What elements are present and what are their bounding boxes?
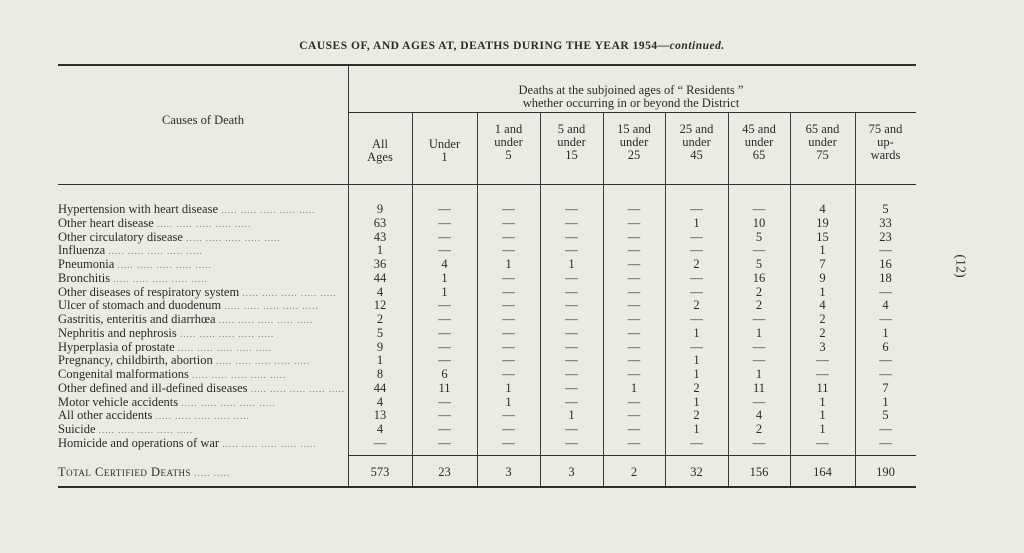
table-cell: 5 bbox=[882, 408, 889, 423]
table-cell: 9 bbox=[376, 202, 384, 216]
table-cell: 1 bbox=[819, 284, 826, 299]
table-cell: 5 bbox=[376, 325, 384, 340]
leader-dots: ..... ..... ..... ..... ..... bbox=[176, 328, 275, 339]
leader-dots: ..... ..... ..... ..... ..... bbox=[221, 301, 319, 312]
column-header-line: Under bbox=[428, 137, 461, 151]
cause-label bbox=[58, 437, 346, 451]
table-cell: 1 bbox=[376, 243, 384, 258]
total-cell: 190 bbox=[876, 465, 895, 479]
table-cell: — bbox=[627, 202, 641, 216]
table-cell: 4 bbox=[441, 257, 448, 271]
table-cell: 63 bbox=[373, 215, 387, 230]
table-cell: 1 bbox=[693, 215, 700, 230]
table-cell: — bbox=[502, 353, 515, 368]
leader-dots: ..... ..... ..... ..... ..... bbox=[182, 232, 281, 243]
leader-dots: ..... ..... ..... ..... ..... bbox=[153, 218, 252, 229]
table-cell: 1 bbox=[630, 380, 638, 395]
table-cell: — bbox=[502, 339, 515, 354]
table-cell: 1 bbox=[693, 394, 700, 409]
total-cell: 32 bbox=[690, 465, 703, 479]
table-cell: 19 bbox=[816, 215, 829, 230]
column-header-line: under bbox=[744, 135, 774, 149]
table-cell: — bbox=[879, 422, 892, 436]
table-cell: 4 bbox=[755, 408, 763, 423]
table-cell: — bbox=[627, 325, 641, 340]
table-cell: 44 bbox=[373, 380, 387, 395]
table-cell: 18 bbox=[879, 270, 892, 285]
table-cell: — bbox=[627, 339, 641, 354]
table-cell: 23 bbox=[879, 229, 892, 244]
table-cell: — bbox=[690, 435, 703, 450]
table-cell: — bbox=[752, 353, 766, 368]
table-cell: — bbox=[502, 284, 515, 299]
leader-dots: ..... ..... ..... ..... ..... bbox=[110, 273, 208, 284]
column-header bbox=[603, 123, 665, 162]
leader-dots: ..... ..... bbox=[190, 468, 230, 478]
table-cell: — bbox=[690, 284, 703, 299]
table-cell: — bbox=[502, 229, 515, 244]
table-cell: 36 bbox=[373, 257, 387, 271]
table-cell: 4 bbox=[376, 394, 384, 409]
leader-dots: ..... ..... ..... ..... ..... bbox=[105, 246, 203, 257]
table-cell: 4 bbox=[376, 422, 384, 436]
cause-text: Nephritis and nephrosis bbox=[58, 326, 177, 340]
table-cell: 4 bbox=[882, 298, 889, 313]
cause-text: Hypertension with heart disease bbox=[58, 203, 219, 216]
table-cell: 8 bbox=[376, 367, 384, 381]
column-header-line: 25 bbox=[627, 148, 641, 162]
table-cell: — bbox=[502, 215, 515, 230]
table-cell: 2 bbox=[376, 312, 384, 326]
table-cell: — bbox=[627, 298, 641, 313]
table-cell: — bbox=[438, 312, 451, 326]
cause-text: Pregnancy, childbirth, abortion bbox=[58, 354, 213, 368]
table-cell: — bbox=[438, 243, 451, 258]
rule-subheader bbox=[348, 112, 916, 113]
table-cell: — bbox=[502, 312, 515, 326]
column-header-line: 1 and bbox=[494, 122, 523, 136]
cause-text: All other accidents bbox=[58, 409, 153, 423]
leader-dots: ..... ..... ..... ..... ..... bbox=[218, 205, 316, 215]
table-cell: — bbox=[627, 312, 641, 326]
table-cell: — bbox=[879, 435, 892, 450]
table-cell: — bbox=[752, 243, 766, 258]
page-title bbox=[0, 40, 1024, 52]
table-cell: 2 bbox=[693, 408, 700, 423]
table-cell: — bbox=[690, 270, 703, 285]
cause-text: Other defined and ill-defined diseases bbox=[58, 381, 248, 395]
column-header-line: 1 bbox=[441, 150, 448, 164]
column-header-line: 5 and bbox=[557, 122, 586, 136]
leader-dots: ..... ..... ..... ..... ..... bbox=[152, 411, 250, 422]
table-cell: — bbox=[879, 312, 892, 326]
title-main: CAUSES OF, AND AGES AT, DEATHS DURING THE YEAR 1954 bbox=[299, 40, 658, 52]
table-cell: — bbox=[627, 408, 641, 423]
table-cell: — bbox=[627, 270, 641, 285]
table-cell: 2 bbox=[819, 312, 826, 326]
causes-header: Causes of Death bbox=[162, 113, 244, 127]
table-cell: — bbox=[565, 229, 578, 244]
table-cell: — bbox=[565, 435, 578, 450]
table-cell: — bbox=[565, 215, 578, 230]
total-label-text: Total Certified Deaths bbox=[58, 466, 191, 479]
table-cell: — bbox=[627, 435, 641, 450]
table-cell: 1 bbox=[441, 284, 448, 299]
table-cell: 43 bbox=[373, 229, 387, 244]
column-header bbox=[348, 138, 412, 164]
column-header bbox=[855, 123, 916, 162]
column-header-line: under bbox=[494, 135, 523, 149]
table-cell: — bbox=[752, 202, 766, 216]
table-cell: 1 bbox=[819, 422, 826, 436]
leader-dots: ..... ..... ..... ..... ..... bbox=[219, 438, 317, 449]
cause-text: Congenital malformations bbox=[58, 368, 189, 381]
table-cell: — bbox=[438, 422, 451, 436]
table-cell: 2 bbox=[693, 257, 700, 271]
cause-label bbox=[58, 299, 346, 313]
table-cell: 2 bbox=[819, 325, 826, 340]
table-cell: — bbox=[627, 367, 641, 381]
column-header-line: under bbox=[808, 135, 837, 149]
table-cell: — bbox=[565, 339, 578, 354]
cause-text: Bronchitis bbox=[58, 271, 111, 285]
table-cell: — bbox=[565, 284, 578, 299]
rule-total-top bbox=[348, 455, 916, 456]
group-header-line2: whether occurring in or beyond the District bbox=[522, 96, 740, 110]
table-cell: 16 bbox=[752, 270, 766, 285]
column-header bbox=[728, 123, 790, 162]
cause-text: Gastritis, enteritis and diarrhœa bbox=[58, 313, 216, 326]
column-header-line: 15 and bbox=[617, 122, 651, 136]
table-cell: — bbox=[438, 339, 451, 354]
table-cell: — bbox=[565, 312, 578, 326]
table-cell: — bbox=[627, 394, 641, 409]
page-number: (12) bbox=[952, 254, 968, 278]
table-cell: — bbox=[438, 408, 451, 423]
table-cell: — bbox=[690, 229, 703, 244]
table-cell: 4 bbox=[819, 202, 826, 216]
table-cell: — bbox=[373, 435, 387, 450]
column-header-line: 65 bbox=[752, 148, 766, 162]
table-cell: — bbox=[502, 243, 515, 258]
column-header-line: All bbox=[372, 137, 388, 151]
table-cell: 10 bbox=[752, 215, 766, 230]
leader-dots: ..... ..... ..... ..... ..... bbox=[239, 287, 337, 298]
table-cell: 1 bbox=[755, 367, 763, 381]
table-cell: — bbox=[565, 270, 578, 285]
cause-label bbox=[58, 203, 346, 217]
table-cell: — bbox=[690, 202, 703, 216]
cause-text: Motor vehicle accidents bbox=[58, 395, 179, 409]
table-cell: 2 bbox=[755, 284, 763, 299]
cause-text: Suicide bbox=[58, 423, 96, 436]
table-cell: — bbox=[816, 353, 829, 368]
table-cell: — bbox=[502, 422, 515, 436]
column-header-line: under bbox=[619, 135, 649, 149]
table-cell: — bbox=[752, 339, 766, 354]
column-header bbox=[412, 138, 477, 164]
column-header-line: under bbox=[682, 135, 711, 149]
table-cell: 5 bbox=[755, 257, 763, 271]
total-cell: 164 bbox=[813, 465, 832, 479]
column-header-line: 75 and bbox=[868, 122, 903, 136]
table-cell: 11 bbox=[438, 380, 451, 395]
cause-label bbox=[58, 423, 346, 437]
table-cell: — bbox=[690, 243, 703, 258]
table-cell: — bbox=[690, 339, 703, 354]
table-cell: 6 bbox=[441, 367, 448, 381]
column-header-line: 5 bbox=[505, 148, 512, 162]
table-cell: 4 bbox=[819, 298, 826, 313]
table-cell: — bbox=[438, 229, 451, 244]
table-cell: — bbox=[502, 367, 515, 381]
table-cell: — bbox=[438, 394, 451, 409]
table-cell: 3 bbox=[819, 339, 826, 354]
cause-text: Other circulatory disease bbox=[58, 230, 183, 244]
table-cell: 2 bbox=[693, 380, 700, 395]
table-cell: 11 bbox=[816, 380, 829, 395]
total-cell: 573 bbox=[370, 465, 390, 479]
table-cell: — bbox=[627, 229, 641, 244]
column-header-line: under bbox=[557, 135, 586, 149]
cause-label bbox=[58, 258, 346, 272]
cause-label bbox=[58, 354, 346, 368]
column-header-line: wards bbox=[870, 148, 901, 162]
table-cell: 15 bbox=[816, 229, 829, 244]
total-cell: 156 bbox=[749, 465, 769, 479]
table-cell: 1 bbox=[819, 394, 826, 409]
table-cell: 1 bbox=[693, 422, 700, 436]
table-cell: 5 bbox=[755, 229, 763, 244]
table-cell: — bbox=[502, 298, 515, 313]
table-cell: 4 bbox=[376, 284, 384, 299]
table-cell: 1 bbox=[693, 367, 700, 381]
table-cell: — bbox=[565, 202, 578, 216]
table-cell: — bbox=[879, 243, 892, 258]
table-cell: — bbox=[438, 353, 451, 368]
cause-text: Other diseases of respiratory system bbox=[58, 285, 240, 299]
table-cell: — bbox=[565, 243, 578, 258]
table-cell: — bbox=[752, 394, 766, 409]
table-cell: — bbox=[565, 422, 578, 436]
table-cell: 7 bbox=[882, 380, 889, 395]
table-cell: 1 bbox=[882, 325, 889, 340]
table-cell: 33 bbox=[879, 215, 892, 230]
column-header-line: up- bbox=[877, 135, 894, 149]
table-cell: — bbox=[502, 202, 515, 216]
table-cell: — bbox=[502, 325, 515, 340]
column-header bbox=[540, 123, 603, 162]
cause-text: Ulcer of stomach and duodenum bbox=[58, 299, 222, 313]
cause-label bbox=[58, 382, 346, 396]
column-header-line: 25 and bbox=[679, 122, 714, 136]
leader-dots: ..... ..... ..... ..... ..... bbox=[188, 370, 287, 380]
table-cell: — bbox=[627, 215, 641, 230]
table-cell: — bbox=[438, 325, 451, 340]
cause-label bbox=[58, 286, 346, 300]
table-cell: 5 bbox=[882, 202, 889, 216]
table-cell: 1 bbox=[505, 380, 512, 395]
cause-label bbox=[58, 341, 346, 355]
column-header-line: 75 bbox=[816, 148, 829, 162]
column-header-line: 45 and bbox=[742, 122, 776, 136]
table-cell: — bbox=[879, 353, 892, 368]
total-cell: 23 bbox=[438, 465, 451, 479]
cause-label bbox=[58, 313, 346, 327]
table-cell: 11 bbox=[752, 380, 766, 395]
cause-text: Homicide and operations of war bbox=[58, 436, 220, 450]
column-header bbox=[790, 123, 855, 162]
table-cell: 1 bbox=[568, 408, 575, 423]
cause-text: Influenza bbox=[58, 244, 106, 258]
leader-dots: ..... ..... ..... ..... ..... bbox=[114, 260, 212, 270]
table-cell: — bbox=[627, 257, 641, 271]
table-cell: 1 bbox=[376, 353, 384, 368]
cause-label bbox=[58, 327, 346, 341]
table-cell: — bbox=[627, 243, 641, 258]
table-cell: 2 bbox=[755, 422, 763, 436]
table-cell: 1 bbox=[441, 270, 448, 285]
column-header bbox=[477, 123, 540, 162]
table-cell: — bbox=[438, 298, 451, 313]
table-cell: — bbox=[627, 284, 641, 299]
rule-header-bottom bbox=[58, 184, 916, 185]
table-cell: — bbox=[438, 435, 451, 450]
leader-dots: ..... ..... ..... ..... ..... bbox=[215, 315, 314, 325]
table-cell: 9 bbox=[819, 270, 826, 285]
table-cell: — bbox=[565, 394, 578, 409]
table-cell: — bbox=[565, 298, 578, 313]
cause-label bbox=[58, 409, 346, 423]
table-cell: 1 bbox=[819, 243, 826, 258]
table-cell: 2 bbox=[755, 298, 763, 313]
cause-label bbox=[58, 231, 346, 245]
rule-bottom bbox=[58, 486, 916, 488]
table-cell: 16 bbox=[879, 257, 892, 271]
table-cell: — bbox=[502, 435, 515, 450]
table-cell: 1 bbox=[693, 325, 700, 340]
table-cell: 1 bbox=[505, 394, 512, 409]
table-cell: — bbox=[438, 202, 451, 216]
table-cell: — bbox=[627, 353, 641, 368]
table-cell: 13 bbox=[373, 408, 387, 423]
column-header bbox=[665, 123, 728, 162]
cause-label bbox=[58, 244, 346, 258]
title-suffix: —continued. bbox=[657, 40, 725, 52]
table-cell: — bbox=[627, 422, 641, 436]
table-cell: — bbox=[565, 380, 578, 395]
cause-label bbox=[58, 217, 346, 231]
column-header-line: 65 and bbox=[805, 122, 840, 136]
table-cell: — bbox=[690, 312, 703, 326]
table-cell: 6 bbox=[882, 339, 889, 354]
rule-top bbox=[58, 64, 916, 66]
table-cell: — bbox=[438, 215, 451, 230]
cause-label bbox=[58, 368, 346, 382]
column-header-line: 15 bbox=[565, 148, 578, 162]
table-cell: 1 bbox=[819, 408, 826, 423]
table-cell: — bbox=[502, 270, 515, 285]
table-cell: 1 bbox=[882, 394, 889, 409]
column-header-line: Ages bbox=[367, 150, 393, 164]
leader-dots: ..... ..... ..... ..... ..... bbox=[247, 383, 346, 394]
table-cell: — bbox=[752, 312, 766, 326]
total-cell: 2 bbox=[630, 465, 638, 479]
total-cell: 3 bbox=[505, 465, 512, 479]
table-cell: — bbox=[502, 408, 515, 423]
table-cell: — bbox=[816, 435, 829, 450]
cause-text: Pneumonia bbox=[58, 258, 115, 271]
cause-label bbox=[58, 396, 346, 410]
table-cell: 7 bbox=[819, 257, 826, 271]
table-cell: — bbox=[565, 367, 578, 381]
leader-dots: ..... ..... ..... ..... ..... bbox=[95, 425, 193, 435]
table-cell: 1 bbox=[755, 325, 763, 340]
group-header-line1: Deaths at the subjoined ages of “ Residents ” bbox=[518, 83, 744, 97]
table-cell: — bbox=[816, 367, 829, 381]
cause-text: Other heart disease bbox=[58, 216, 154, 230]
table-cell: — bbox=[565, 325, 578, 340]
cause-text: Hyperplasia of prostate bbox=[58, 340, 175, 354]
total-label bbox=[58, 466, 346, 480]
cause-label bbox=[58, 272, 346, 286]
table-cell: 1 bbox=[693, 353, 700, 368]
table-cell: 12 bbox=[373, 298, 387, 313]
table-cell: — bbox=[879, 367, 892, 381]
total-cell: 3 bbox=[568, 465, 575, 479]
leader-dots: ..... ..... ..... ..... ..... bbox=[178, 397, 276, 408]
table-cell: — bbox=[752, 435, 766, 450]
table-cell: 1 bbox=[505, 257, 512, 271]
leader-dots: ..... ..... ..... ..... ..... bbox=[212, 356, 311, 367]
table-cell: — bbox=[879, 284, 892, 299]
table-cell: 9 bbox=[376, 339, 384, 354]
table-cell: 44 bbox=[373, 270, 387, 285]
table-cell: 1 bbox=[568, 257, 575, 271]
column-header-line: 45 bbox=[690, 148, 703, 162]
table-cell: 2 bbox=[693, 298, 700, 313]
table-cell: — bbox=[565, 353, 578, 368]
leader-dots: ..... ..... ..... ..... ..... bbox=[174, 342, 273, 353]
